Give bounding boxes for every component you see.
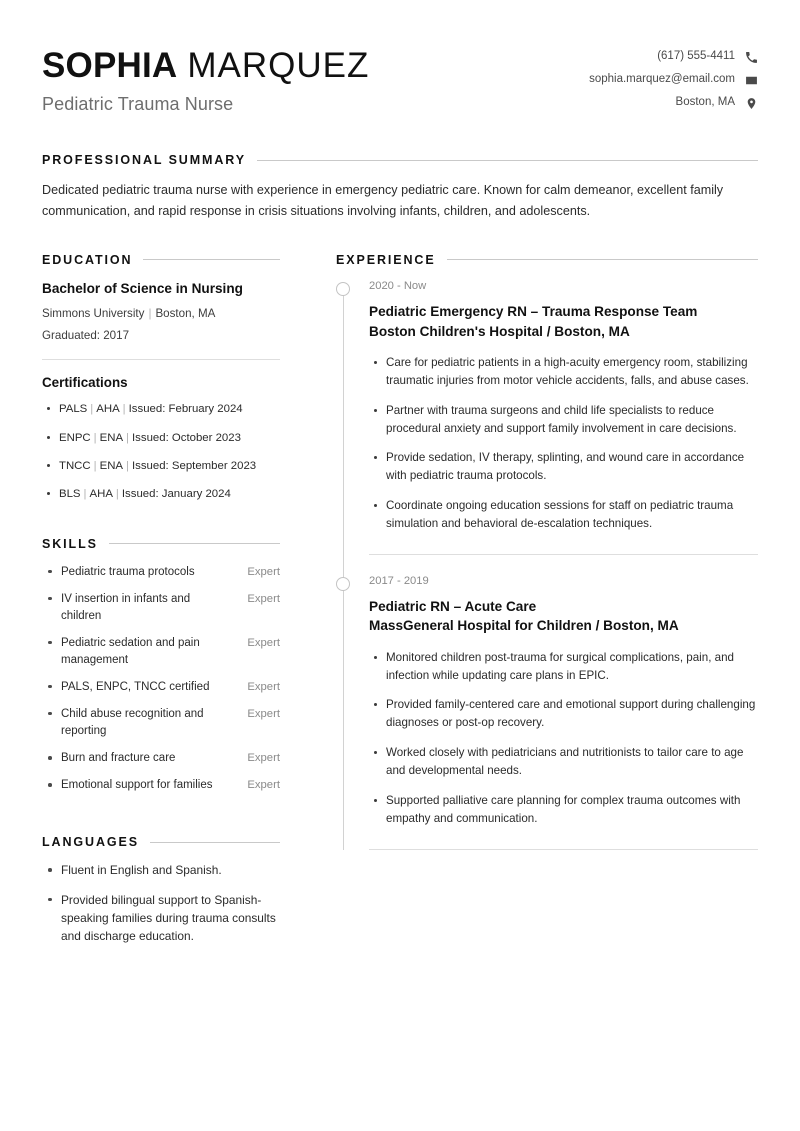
list-item: Provided bilingual support to Spanish-speaking families during trauma consults and discharge education.	[42, 892, 280, 946]
languages-heading-rule	[150, 842, 280, 843]
full-name	[42, 46, 369, 85]
contact-email-text: sophia.marquez@email.com	[589, 73, 735, 86]
contact-block	[589, 44, 758, 110]
timeline-marker-icon	[336, 282, 350, 296]
summary-heading: PROFESSIONAL SUMMARY	[42, 153, 246, 168]
certification-issued: Issued: October 2023	[132, 431, 241, 444]
experience-organization: MassGeneral Hospital for Children / Boston, MA	[369, 618, 679, 634]
skill-level: Expert	[247, 592, 280, 605]
skill-level: Expert	[247, 707, 280, 720]
list-item: Care for pediatric patients in a high-acuity emergency room, stabilizing traumatic injuries from motor vehicle accidents, falls, and abuse cases.	[369, 354, 758, 390]
location-pin-icon	[744, 96, 758, 110]
summary-section-header	[42, 153, 758, 167]
education-meta	[42, 306, 280, 323]
list-item	[42, 430, 280, 447]
list-item: Worked closely with pediatricians and nutritionists to tailor care to age and developmental needs.	[369, 744, 758, 780]
list-item	[42, 591, 280, 625]
list-item: Supported palliative care planning for complex trauma outcomes with empathy and communication.	[369, 792, 758, 828]
list-item	[42, 401, 280, 418]
certification-name: ENPC	[59, 431, 91, 444]
first-name: SOPHIA	[42, 46, 178, 85]
skill-name: Pediatric trauma protocols	[61, 565, 195, 578]
left-column	[42, 253, 280, 946]
contact-email[interactable]	[589, 73, 758, 87]
contact-location	[676, 96, 758, 110]
list-item	[42, 486, 280, 503]
phone-icon	[744, 50, 758, 64]
experience-section-header	[336, 253, 758, 267]
certification-body: AHA	[96, 403, 120, 416]
cert-separator: |	[122, 403, 126, 416]
certification-issued: Issued: January 2024	[121, 487, 231, 500]
skills-heading: SKILLS	[42, 536, 98, 551]
list-item: Provided family-centered care and emotional support during challenging diagnoses or post-op recovery.	[369, 696, 758, 732]
education-section-header	[42, 253, 280, 267]
certification-issued: Issued: September 2023	[132, 459, 257, 472]
identity-block	[42, 44, 369, 115]
experience-dates: 2017 - 2019	[369, 574, 429, 587]
list-item	[42, 777, 280, 794]
experience-role: Pediatric RN – Acute Care	[369, 599, 537, 615]
education-location: Boston, MA	[155, 306, 216, 320]
experience-heading: EXPERIENCE	[336, 252, 436, 267]
resume-header	[42, 38, 758, 115]
languages-section-header	[42, 835, 280, 849]
certification-name: PALS	[59, 403, 88, 416]
certification-body: AHA	[89, 487, 113, 500]
list-item	[42, 679, 280, 696]
experience-entry	[336, 575, 758, 828]
contact-phone[interactable]	[657, 50, 758, 64]
professional-summary-section	[42, 153, 758, 221]
list-item: Partner with trauma surgeons and child life specialists to reduce procedural anxiety and support family involvement in care decisions.	[369, 402, 758, 438]
certification-name: TNCC	[59, 459, 91, 472]
skills-section-header	[42, 537, 280, 551]
skill-name: Child abuse recognition and reporting	[61, 707, 204, 737]
cert-separator: |	[115, 487, 119, 500]
timeline-marker-icon	[336, 577, 350, 591]
languages-section	[42, 835, 280, 945]
skill-name: Burn and fracture care	[61, 752, 176, 764]
languages-list	[42, 862, 280, 945]
education-graduated: Graduated: 2017	[42, 329, 130, 343]
experience-dates: 2020 - Now	[369, 279, 427, 292]
experience-entry	[336, 280, 758, 533]
skill-name: PALS, ENPC, TNCC certified	[61, 680, 210, 693]
certification-body: ENA	[99, 431, 124, 444]
list-item	[42, 706, 280, 740]
list-item	[42, 564, 280, 581]
summary-heading-rule	[257, 160, 758, 161]
certification-issued: Issued: February 2024	[128, 403, 243, 416]
education-school: Simmons University	[42, 306, 145, 320]
education-heading-rule	[143, 259, 280, 260]
skill-name: Emotional support for families	[61, 779, 213, 792]
right-column	[336, 253, 758, 870]
skill-level: Expert	[247, 636, 280, 649]
skill-name: Pediatric sedation and pain management	[61, 636, 200, 666]
education-divider	[42, 359, 280, 360]
cert-separator: |	[93, 459, 97, 472]
list-item	[42, 635, 280, 669]
contact-phone-text: (617) 555-4411	[657, 50, 735, 63]
cert-separator: |	[126, 459, 129, 472]
list-item: Fluent in English and Spanish.	[42, 862, 280, 880]
list-item	[42, 458, 280, 475]
cert-separator: |	[93, 431, 97, 444]
education-section	[42, 253, 280, 342]
meta-separator: |	[148, 306, 152, 320]
cert-separator: |	[83, 487, 87, 500]
list-item	[42, 750, 280, 767]
experience-timeline	[336, 280, 758, 850]
certification-name: BLS	[59, 487, 81, 500]
list-item: Coordinate ongoing education sessions for staff on pediatric trauma simulation and behavioral de-escalation techniques.	[369, 497, 758, 533]
experience-heading-rule	[447, 259, 758, 260]
list-item: Monitored children post-trauma for surgical complications, pain, and infection while updating care plans in EPIC.	[369, 649, 758, 685]
skill-level: Expert	[247, 752, 280, 764]
experience-entry-divider	[369, 554, 758, 555]
skills-heading-rule	[109, 543, 280, 544]
languages-heading: LANGUAGES	[42, 835, 139, 850]
skill-level: Expert	[247, 680, 280, 693]
certification-body: ENA	[99, 459, 124, 472]
education-degree: Bachelor of Science in Nursing	[42, 280, 243, 296]
contact-location-text: Boston, MA	[675, 96, 735, 109]
summary-text: Dedicated pediatric trauma nurse with experience in emergency pediatric care. Known for calm demeanor, excellent family communication, and rapid response in crisis situations involving infants, children, and adolescents.	[42, 183, 724, 218]
cert-separator: |	[90, 403, 94, 416]
skill-level: Expert	[247, 779, 280, 792]
education-heading: EDUCATION	[42, 252, 133, 267]
certifications-section	[42, 375, 280, 502]
skill-level: Expert	[247, 565, 280, 578]
experience-role: Pediatric Emergency RN – Trauma Response Team	[369, 304, 698, 320]
last-name: MARQUEZ	[187, 46, 370, 85]
skill-name: IV insertion in infants and children	[61, 592, 191, 622]
envelope-icon	[744, 73, 758, 87]
certifications-list	[42, 401, 280, 502]
experience-bullets	[369, 649, 758, 828]
job-title: Pediatric Trauma Nurse	[42, 94, 234, 115]
list-item: Provide sedation, IV therapy, splinting, and wound care in accordance with pediatric trauma protocols.	[369, 449, 758, 485]
certifications-heading: Certifications	[42, 375, 128, 391]
experience-organization: Boston Children's Hospital / Boston, MA	[369, 323, 630, 339]
experience-bullets	[369, 354, 758, 533]
cert-separator: |	[126, 431, 130, 444]
skills-list	[42, 564, 280, 794]
skills-section	[42, 537, 280, 794]
experience-section-end-divider	[369, 849, 758, 850]
resume-body	[42, 253, 758, 946]
